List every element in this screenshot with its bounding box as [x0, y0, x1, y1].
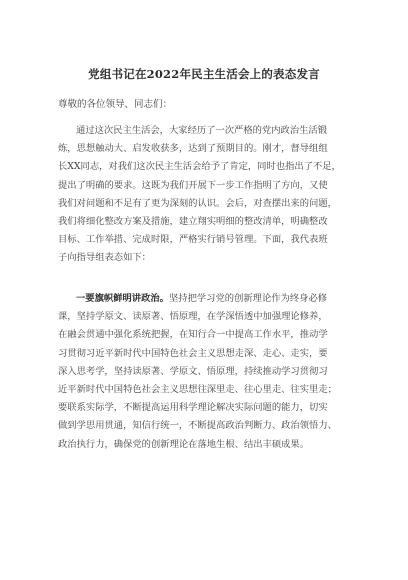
section-heading: 一要旗帜鲜明讲政治。 — [76, 293, 169, 304]
paragraph-intro — [58, 122, 354, 268]
paragraph-line: 习贯彻习近平新时代中国特色社会主义思想走深、走心、走实，要 — [58, 347, 328, 359]
paragraph-line: 子向指导组表态如下： — [58, 252, 151, 264]
paragraph-line: 长XX同志，对我们这次民主生活会给予了肯定，同时也指出了不足， — [58, 161, 341, 173]
paragraph-line-rest: 坚持把学习党的创新理论作为终身必修 — [168, 293, 328, 304]
paragraph-line: 我们将细化整改方案及措施，建立翔实明细的整改清单，明确整改 — [58, 216, 328, 228]
salutation: 尊敬的各位领导、同志们： — [58, 99, 173, 110]
paragraph-line: 目标、工作举措、完成时限，严格实行销号管理。下面，我代表班 — [58, 234, 328, 246]
paragraph-line: 做到学思用贯通，知信行统一，不断提高政治判断力、政治领悟力、 — [58, 420, 337, 432]
paragraph-first-line — [58, 290, 354, 308]
paragraph-line: 通过这次民主生活会，大家经历了一次严格的党内政治生活锻 — [76, 125, 328, 136]
paragraph-line: 政治执行力，确保党的创新理论在落地生根、结出丰硕成果。 — [58, 438, 310, 450]
document-title: 党组书记在2022年民主生活会上的表态发言 — [88, 67, 320, 81]
paragraph-line: 近平新时代中国特色社会主义思想往深里走、往心里走、往实里走； — [58, 384, 337, 396]
paragraph-line: 在融会贯通中强化系统把握，在知行合一中提高工作水平，推动学 — [58, 329, 328, 341]
paragraph-politics — [58, 290, 354, 454]
paragraph-line: 深入思考学，坚持读原著、学原文、悟原理，持续推动学习贯彻习 — [58, 365, 328, 377]
paragraph-line: 提出了明确的要求。这既为我们开展下一步工作指明了方向，又使 — [58, 179, 328, 191]
paragraph-line: 我们对问题和不足有了更为深刻的认识。会后，对查摆出来的问题， — [58, 197, 337, 209]
paragraph-line: 炼，思想触动大、启发收获多，达到了预期目的。刚才，督导组组 — [58, 143, 328, 155]
paragraph-line: 要联系实际学，不断提高运用科学理论解决实际问题的能力，切实 — [58, 402, 328, 414]
paragraph-line: 课，坚持学原文、读原著、悟原理，在学深悟透中加强理论修养， — [58, 311, 328, 323]
